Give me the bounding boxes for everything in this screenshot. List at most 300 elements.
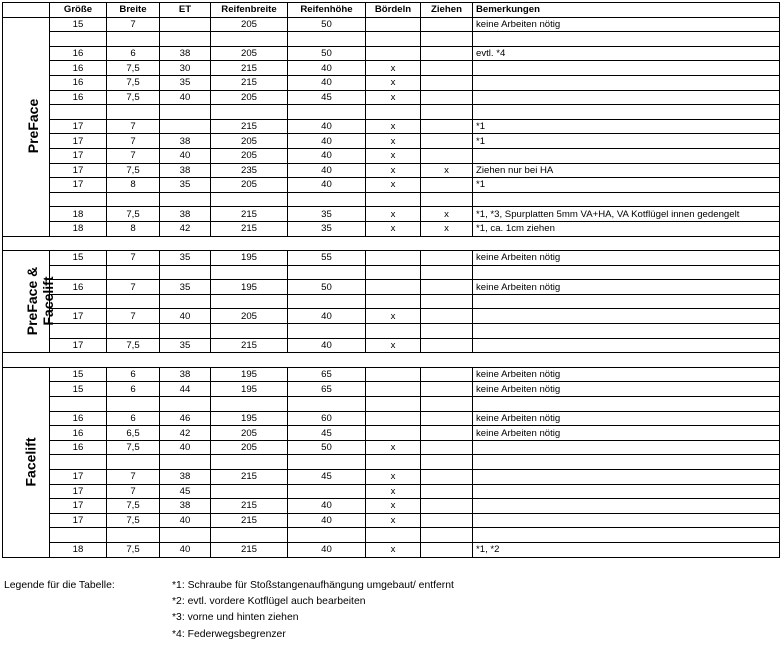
table-body	[3, 17, 780, 557]
cell-bemerkungen: keine Arbeiten nötig	[473, 426, 780, 441]
cell-groesse: 17	[50, 309, 107, 324]
cell-ziehen	[421, 324, 473, 339]
cell-bemerkungen	[473, 32, 780, 47]
legend-item: *4: Federwegsbegrenzer	[172, 628, 286, 640]
table-row	[3, 499, 780, 514]
cell-bemerkungen	[473, 397, 780, 412]
cell-ziehen	[421, 397, 473, 412]
group-label-line: Facelift	[22, 437, 39, 487]
cell-reifenhoehe: 40	[288, 338, 366, 353]
cell-bemerkungen	[473, 455, 780, 470]
cell-boerdeln	[366, 294, 421, 309]
cell-reifenhoehe	[288, 294, 366, 309]
cell-reifenbreite: 215	[211, 75, 288, 90]
table-row	[3, 32, 780, 47]
cell-ziehen	[421, 148, 473, 163]
cell-ziehen	[421, 251, 473, 266]
cell-boerdeln	[366, 105, 421, 120]
legend-item: *2: evtl. vordere Kotflügel auch bearbeiten	[172, 596, 366, 608]
cell-groesse	[50, 192, 107, 207]
cell-reifenhoehe: 50	[288, 17, 366, 32]
cell-reifenhoehe	[288, 397, 366, 412]
cell-groesse: 17	[50, 134, 107, 149]
table-row	[3, 338, 780, 353]
cell-breite: 7	[107, 119, 160, 134]
cell-breite: 7,5	[107, 440, 160, 455]
cell-reifenbreite	[211, 192, 288, 207]
group-separator-row	[3, 236, 780, 251]
cell-breite: 7	[107, 484, 160, 499]
cell-ziehen	[421, 440, 473, 455]
header-groesse: Größe	[50, 3, 107, 18]
cell-reifenbreite: 195	[211, 251, 288, 266]
cell-ziehen: x	[421, 207, 473, 222]
cell-breite: 7	[107, 17, 160, 32]
cell-boerdeln: x	[366, 513, 421, 528]
header-reifenhoehe: Reifenhöhe	[288, 3, 366, 18]
cell-boerdeln	[366, 426, 421, 441]
table-row	[3, 192, 780, 207]
cell-groesse: 16	[50, 440, 107, 455]
table-row	[3, 397, 780, 412]
cell-reifenbreite: 215	[211, 221, 288, 236]
table-row	[3, 309, 780, 324]
table-row	[3, 178, 780, 193]
cell-groesse: 16	[50, 411, 107, 426]
cell-boerdeln	[366, 17, 421, 32]
cell-reifenbreite	[211, 294, 288, 309]
cell-reifenhoehe: 50	[288, 440, 366, 455]
cell-bemerkungen: keine Arbeiten nötig	[473, 382, 780, 397]
cell-reifenbreite: 205	[211, 178, 288, 193]
cell-bemerkungen	[473, 294, 780, 309]
cell-breite	[107, 265, 160, 280]
cell-ziehen	[421, 367, 473, 382]
cell-ziehen	[421, 411, 473, 426]
cell-reifenbreite: 195	[211, 367, 288, 382]
cell-ziehen	[421, 90, 473, 105]
group-label	[25, 99, 41, 153]
cell-reifenhoehe: 35	[288, 207, 366, 222]
table-row	[3, 484, 780, 499]
cell-breite: 7,5	[107, 513, 160, 528]
cell-reifenhoehe: 65	[288, 382, 366, 397]
cell-groesse: 16	[50, 75, 107, 90]
cell-reifenbreite: 205	[211, 90, 288, 105]
cell-ziehen	[421, 178, 473, 193]
cell-reifenhoehe: 50	[288, 280, 366, 295]
cell-boerdeln	[366, 411, 421, 426]
group-separator-row	[3, 353, 780, 368]
cell-ziehen	[421, 46, 473, 61]
group-label-line: PreFace	[25, 98, 42, 154]
separator-cell	[3, 236, 780, 251]
cell-bemerkungen	[473, 309, 780, 324]
table-row	[3, 17, 780, 32]
table-row	[3, 440, 780, 455]
cell-reifenbreite	[211, 455, 288, 470]
cell-et	[160, 105, 211, 120]
cell-breite: 7,5	[107, 542, 160, 557]
cell-groesse	[50, 455, 107, 470]
cell-et	[160, 265, 211, 280]
cell-groesse: 17	[50, 119, 107, 134]
table-row	[3, 61, 780, 76]
cell-groesse: 17	[50, 470, 107, 485]
cell-ziehen	[421, 119, 473, 134]
group-label-line: Facelift	[40, 276, 57, 326]
cell-ziehen	[421, 105, 473, 120]
cell-reifenbreite: 205	[211, 17, 288, 32]
cell-breite	[107, 192, 160, 207]
cell-reifenhoehe: 45	[288, 90, 366, 105]
cell-et: 38	[160, 470, 211, 485]
cell-ziehen	[421, 470, 473, 485]
cell-groesse	[50, 265, 107, 280]
cell-et	[160, 324, 211, 339]
cell-boerdeln	[366, 192, 421, 207]
cell-reifenbreite: 195	[211, 382, 288, 397]
table-row	[3, 75, 780, 90]
cell-groesse: 17	[50, 148, 107, 163]
cell-reifenbreite	[211, 105, 288, 120]
cell-reifenhoehe: 50	[288, 46, 366, 61]
cell-reifenhoehe: 40	[288, 542, 366, 557]
table-row	[3, 90, 780, 105]
cell-reifenhoehe: 45	[288, 470, 366, 485]
cell-breite: 7,5	[107, 338, 160, 353]
group-label-cell	[3, 251, 57, 353]
cell-groesse: 18	[50, 207, 107, 222]
cell-ziehen	[421, 294, 473, 309]
legend-items	[172, 578, 454, 643]
cell-reifenhoehe: 45	[288, 426, 366, 441]
cell-breite: 7,5	[107, 75, 160, 90]
cell-reifenhoehe: 60	[288, 411, 366, 426]
cell-ziehen: x	[421, 221, 473, 236]
table-row	[3, 251, 780, 266]
cell-et: 38	[160, 499, 211, 514]
cell-reifenbreite	[211, 32, 288, 47]
cell-ziehen	[421, 484, 473, 499]
cell-breite	[107, 397, 160, 412]
cell-breite: 7	[107, 251, 160, 266]
cell-boerdeln: x	[366, 338, 421, 353]
cell-breite: 7,5	[107, 61, 160, 76]
cell-groesse	[50, 397, 107, 412]
cell-reifenbreite: 195	[211, 411, 288, 426]
table-row	[3, 528, 780, 543]
cell-reifenbreite: 215	[211, 513, 288, 528]
cell-groesse: 17	[50, 484, 107, 499]
cell-bemerkungen: keine Arbeiten nötig	[473, 251, 780, 266]
cell-ziehen	[421, 528, 473, 543]
cell-bemerkungen: keine Arbeiten nötig	[473, 280, 780, 295]
cell-breite: 7	[107, 280, 160, 295]
cell-breite	[107, 105, 160, 120]
cell-groesse: 17	[50, 513, 107, 528]
cell-reifenhoehe: 40	[288, 499, 366, 514]
cell-bemerkungen	[473, 265, 780, 280]
legend-item: *3: vorne und hinten ziehen	[172, 612, 299, 624]
table-row	[3, 221, 780, 236]
cell-bemerkungen	[473, 75, 780, 90]
cell-breite: 7,5	[107, 207, 160, 222]
cell-reifenhoehe	[288, 265, 366, 280]
cell-et	[160, 455, 211, 470]
cell-et	[160, 294, 211, 309]
cell-reifenhoehe: 40	[288, 178, 366, 193]
cell-reifenbreite	[211, 265, 288, 280]
cell-reifenhoehe: 40	[288, 309, 366, 324]
table-row	[3, 46, 780, 61]
cell-ziehen	[421, 542, 473, 557]
cell-bemerkungen	[473, 61, 780, 76]
cell-ziehen	[421, 338, 473, 353]
table-row	[3, 119, 780, 134]
cell-reifenhoehe: 40	[288, 134, 366, 149]
cell-breite	[107, 32, 160, 47]
cell-boerdeln	[366, 32, 421, 47]
cell-et: 35	[160, 280, 211, 295]
cell-boerdeln	[366, 251, 421, 266]
cell-bemerkungen	[473, 90, 780, 105]
cell-bemerkungen: *1, ca. 1cm ziehen	[473, 221, 780, 236]
cell-et: 38	[160, 46, 211, 61]
cell-bemerkungen	[473, 192, 780, 207]
cell-reifenbreite: 195	[211, 280, 288, 295]
legend-title: Legende für die Tabelle:	[4, 580, 115, 591]
cell-reifenhoehe	[288, 528, 366, 543]
cell-boerdeln	[366, 280, 421, 295]
cell-reifenbreite: 215	[211, 338, 288, 353]
cell-et: 35	[160, 251, 211, 266]
cell-groesse: 16	[50, 46, 107, 61]
cell-boerdeln: x	[366, 61, 421, 76]
cell-boerdeln: x	[366, 484, 421, 499]
cell-groesse	[50, 294, 107, 309]
cell-groesse	[50, 32, 107, 47]
cell-et	[160, 192, 211, 207]
cell-boerdeln: x	[366, 221, 421, 236]
cell-reifenhoehe	[288, 32, 366, 47]
cell-reifenbreite: 205	[211, 46, 288, 61]
cell-et: 42	[160, 221, 211, 236]
table-row	[3, 148, 780, 163]
cell-groesse: 16	[50, 426, 107, 441]
cell-groesse: 15	[50, 367, 107, 382]
cell-ziehen	[421, 61, 473, 76]
cell-bemerkungen: *1, *3, Spurplatten 5mm VA+HA, VA Kotflügel innen gedengelt	[473, 207, 780, 222]
cell-breite	[107, 294, 160, 309]
cell-groesse: 18	[50, 542, 107, 557]
cell-bemerkungen	[473, 528, 780, 543]
cell-reifenbreite: 215	[211, 542, 288, 557]
cell-groesse: 18	[50, 221, 107, 236]
cell-et	[160, 397, 211, 412]
cell-groesse: 16	[50, 280, 107, 295]
cell-breite: 7,5	[107, 499, 160, 514]
header-reifenbreite: Reifenbreite	[211, 3, 288, 18]
cell-bemerkungen	[473, 105, 780, 120]
table-row	[3, 207, 780, 222]
cell-boerdeln	[366, 324, 421, 339]
cell-reifenhoehe: 65	[288, 367, 366, 382]
cell-breite: 8	[107, 221, 160, 236]
cell-et: 45	[160, 484, 211, 499]
cell-breite: 6,5	[107, 426, 160, 441]
cell-ziehen	[421, 382, 473, 397]
table-row	[3, 134, 780, 149]
cell-boerdeln	[366, 265, 421, 280]
cell-et: 30	[160, 61, 211, 76]
cell-ziehen	[421, 17, 473, 32]
cell-et: 44	[160, 382, 211, 397]
cell-bemerkungen	[473, 513, 780, 528]
corner-cell	[3, 3, 50, 18]
header-ziehen: Ziehen	[421, 3, 473, 18]
cell-breite: 7	[107, 470, 160, 485]
cell-boerdeln: x	[366, 134, 421, 149]
table-row	[3, 470, 780, 485]
cell-ziehen	[421, 32, 473, 47]
table-row	[3, 105, 780, 120]
legend-item: *1: Schraube für Stoßstangenaufhängung umgebaut/ entfernt	[172, 580, 454, 591]
cell-ziehen	[421, 455, 473, 470]
cell-reifenbreite: 205	[211, 134, 288, 149]
cell-boerdeln: x	[366, 178, 421, 193]
cell-et	[160, 17, 211, 32]
table-row	[3, 294, 780, 309]
cell-bemerkungen: keine Arbeiten nötig	[473, 17, 780, 32]
cell-boerdeln	[366, 367, 421, 382]
cell-ziehen	[421, 426, 473, 441]
cell-bemerkungen	[473, 484, 780, 499]
cell-boerdeln: x	[366, 440, 421, 455]
cell-breite: 6	[107, 367, 160, 382]
cell-groesse	[50, 528, 107, 543]
cell-ziehen	[421, 309, 473, 324]
cell-bemerkungen: *1	[473, 178, 780, 193]
table-row	[3, 426, 780, 441]
cell-groesse: 17	[50, 499, 107, 514]
cell-bemerkungen	[473, 499, 780, 514]
cell-et	[160, 528, 211, 543]
cell-bemerkungen	[473, 148, 780, 163]
cell-ziehen: x	[421, 163, 473, 178]
cell-et: 40	[160, 90, 211, 105]
cell-ziehen	[421, 134, 473, 149]
cell-et: 38	[160, 367, 211, 382]
cell-reifenhoehe	[288, 192, 366, 207]
cell-reifenhoehe: 40	[288, 119, 366, 134]
group-label-cell	[3, 367, 50, 557]
table-row	[3, 382, 780, 397]
cell-groesse: 16	[50, 90, 107, 105]
cell-reifenhoehe: 40	[288, 61, 366, 76]
cell-boerdeln: x	[366, 207, 421, 222]
cell-reifenbreite	[211, 528, 288, 543]
cell-et: 46	[160, 411, 211, 426]
header-boerdeln: Bördeln	[366, 3, 421, 18]
table-row	[3, 542, 780, 557]
cell-breite: 7	[107, 148, 160, 163]
cell-groesse	[50, 105, 107, 120]
cell-reifenbreite: 215	[211, 470, 288, 485]
cell-reifenbreite: 205	[211, 148, 288, 163]
cell-et: 38	[160, 163, 211, 178]
cell-ziehen	[421, 265, 473, 280]
cell-et: 40	[160, 440, 211, 455]
cell-reifenbreite: 235	[211, 163, 288, 178]
cell-boerdeln: x	[366, 309, 421, 324]
cell-reifenbreite: 205	[211, 309, 288, 324]
cell-boerdeln	[366, 528, 421, 543]
header-breite: Breite	[107, 3, 160, 18]
cell-breite: 6	[107, 46, 160, 61]
cell-boerdeln: x	[366, 75, 421, 90]
cell-et: 40	[160, 513, 211, 528]
cell-breite: 7,5	[107, 90, 160, 105]
header-row	[3, 3, 780, 18]
cell-bemerkungen: Ziehen nur bei HA	[473, 163, 780, 178]
group-label-cell	[3, 17, 50, 236]
cell-ziehen	[421, 280, 473, 295]
header-et: ET	[160, 3, 211, 18]
cell-breite: 6	[107, 411, 160, 426]
cell-et: 38	[160, 134, 211, 149]
cell-reifenhoehe: 35	[288, 221, 366, 236]
cell-reifenbreite: 205	[211, 426, 288, 441]
cell-et: 35	[160, 338, 211, 353]
cell-groesse: 15	[50, 382, 107, 397]
cell-bemerkungen	[473, 440, 780, 455]
cell-reifenhoehe: 40	[288, 148, 366, 163]
cell-breite: 7	[107, 309, 160, 324]
cell-bemerkungen: *1	[473, 134, 780, 149]
cell-reifenhoehe	[288, 324, 366, 339]
cell-et: 40	[160, 309, 211, 324]
cell-reifenhoehe	[288, 455, 366, 470]
cell-groesse: 15	[50, 251, 107, 266]
cell-groesse: 15	[50, 17, 107, 32]
table-row	[3, 265, 780, 280]
cell-boerdeln	[366, 382, 421, 397]
cell-groesse: 17	[50, 338, 107, 353]
cell-bemerkungen: *1, *2	[473, 542, 780, 557]
cell-et	[160, 119, 211, 134]
cell-et: 40	[160, 148, 211, 163]
cell-ziehen	[421, 499, 473, 514]
cell-bemerkungen: evtl. *4	[473, 46, 780, 61]
cell-breite	[107, 528, 160, 543]
cell-reifenbreite: 215	[211, 207, 288, 222]
cell-boerdeln: x	[366, 163, 421, 178]
cell-et: 42	[160, 426, 211, 441]
cell-boerdeln: x	[366, 119, 421, 134]
cell-reifenhoehe	[288, 105, 366, 120]
cell-groesse: 17	[50, 178, 107, 193]
cell-reifenhoehe: 40	[288, 513, 366, 528]
cell-et: 35	[160, 178, 211, 193]
cell-bemerkungen: *1	[473, 119, 780, 134]
table-row	[3, 513, 780, 528]
cell-breite	[107, 324, 160, 339]
separator-cell	[3, 353, 780, 368]
group-label	[24, 267, 56, 335]
table-row	[3, 455, 780, 470]
cell-breite: 6	[107, 382, 160, 397]
